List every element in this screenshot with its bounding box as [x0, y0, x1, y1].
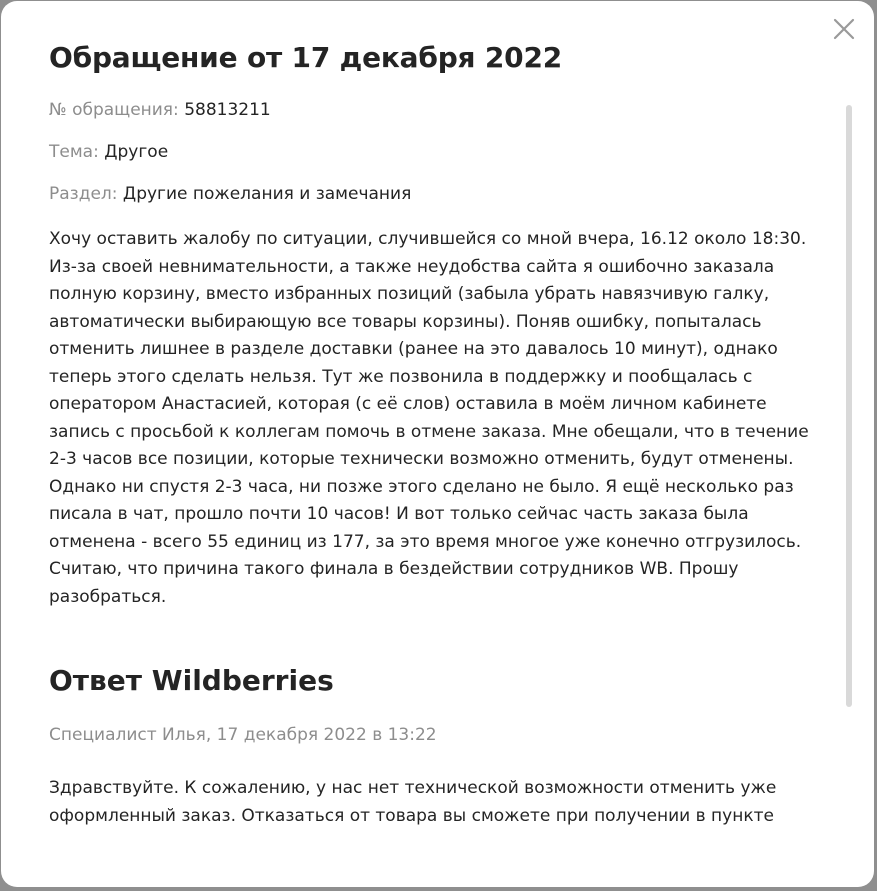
- appeal-section-label: Раздел:: [49, 184, 118, 204]
- appeal-number-label: № обращения:: [49, 100, 179, 120]
- appeal-number-value: 58813211: [184, 100, 271, 120]
- appeal-topic-label: Тема:: [49, 142, 99, 162]
- appeal-title: Обращение от 17 декабря 2022: [49, 41, 563, 74]
- appeal-section-row: [49, 182, 817, 206]
- modal-content: [49, 38, 817, 830]
- appeal-section-value: Другие пожелания и замечания: [122, 184, 412, 204]
- answer-title: Ответ Wildberries: [49, 664, 334, 697]
- appeal-number-row: [49, 98, 817, 122]
- appeal-modal: [1, 1, 874, 887]
- appeal-topic-value: Другое: [104, 142, 169, 162]
- answer-meta: Специалист Илья, 17 декабря 2022 в 13:22: [49, 725, 437, 745]
- answer-text: Здравствуйте. К сожалению, у нас нет технической возможности отменить уже оформленный заказ. Отказаться от товара вы сможете при получении в пункте: [49, 778, 777, 826]
- appeal-meta: [49, 98, 817, 206]
- appeal-topic-row: [49, 140, 817, 164]
- modal-scroll-area[interactable]: [1, 1, 874, 887]
- appeal-text: Хочу оставить жалобу по ситуации, случившейся со мной вчера, 16.12 около 18:30. Из-за своей невнимательности, а также неудобства сайта я ошибочно заказала полную корзину, вместо избранных позиций (забыла убрать навязчивую галку, автоматически выбирающую все товары корзины). Поняв ошибку, попыталась отменить лишнее в разделе доставки (ранее на это давалось 10 минут), однако теперь этого сделать нельзя. Тут же позвонила в поддержку и пообщалась с оператором Анастасией, которая (с её слов) оставила в моём личном кабинете запись с просьбой к коллегам помочь в отмене заказа. Мне обещали, что в течение 2-3 часов все позиции, которые технически возможно отменить, будут отменены. Однако ни спустя 2-3 часа, ни позже этого сделано не было. Я ещё несколько раз писала в чат, прошло почти 10 часов! И вот только сейчас часть заказа была отменена - всего 55 единиц из 177, за это время многое уже конечно отгрузилось. Считаю, что причина такого финала в бездействии сотрудников WB. Прошу разобраться.: [49, 229, 809, 607]
- scrollbar-thumb[interactable]: [846, 105, 852, 707]
